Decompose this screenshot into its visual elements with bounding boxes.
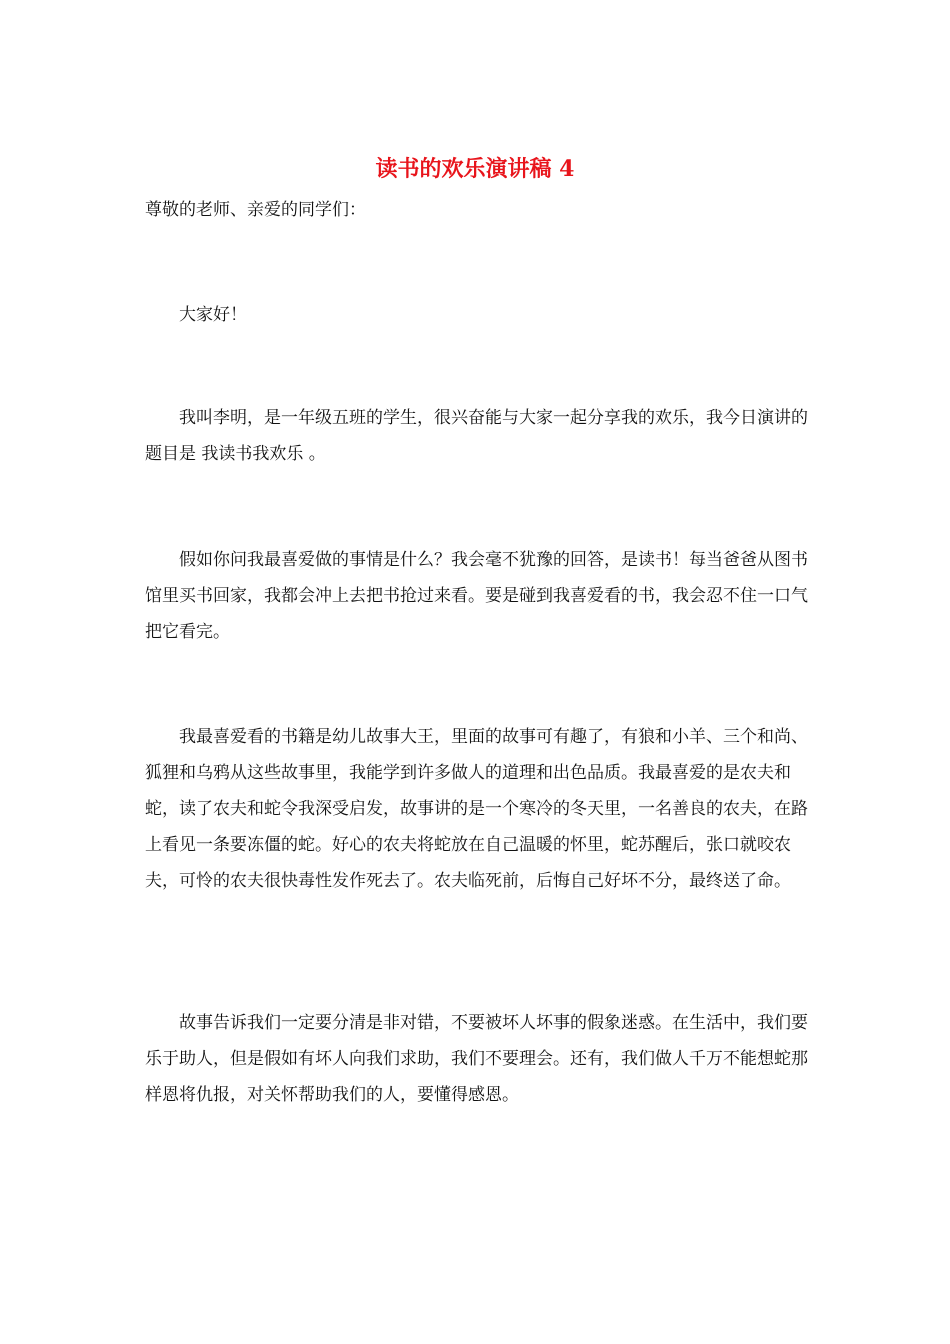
paragraph-introduction: 我叫李明，是一年级五班的学生，很兴奋能与大家一起分享我的欢乐，我今日演讲的题目是 我读书我欢乐 。 — [145, 408, 808, 464]
salutation: 尊敬的老师、亲爱的同学们： — [145, 200, 366, 220]
paragraph-favorite-story: 我最喜爱看的书籍是幼儿故事大王，里面的故事可有趣了，有狼和小羊、三个和尚、狐狸和乌鸦从这些故事里，我能学到许多做人的道理和出色品质。我最喜爱的是农夫和蛇，读了农夫和蛇令我深受启发，故事讲的是一个寒冷的冬天里，一名善良的农夫，在路上看见一条要冻僵的蛇。好心的农夫将蛇放在自己温暖的怀里，蛇苏醒后，张口就咬农夫，可怜的农夫很快毒性发作死去了。农夫临死前，后悔自己好坏不分，最终送了命。 — [145, 727, 808, 891]
paragraph-lesson: 故事告诉我们一定要分清是非对错，不要被坏人坏事的假象迷惑。在生活中，我们要乐于助人，但是假如有坏人向我们求助，我们不要理会。还有，我们做人千万不能想蛇那样恩将仇报，对关怀帮助我们的人，要懂得感恩。 — [145, 1013, 808, 1105]
document-title: 读书的欢乐演讲稿 4 — [375, 156, 575, 182]
paragraph-love-of-reading: 假如你问我最喜爱做的事情是什么？我会毫不犹豫的回答，是读书！每当爸爸从图书馆里买书回家，我都会冲上去把书抢过来看。要是碰到我喜爱看的书，我会忍不住一口气把它看完。 — [145, 550, 808, 642]
paragraph-greeting: 大家好！ — [179, 305, 247, 325]
